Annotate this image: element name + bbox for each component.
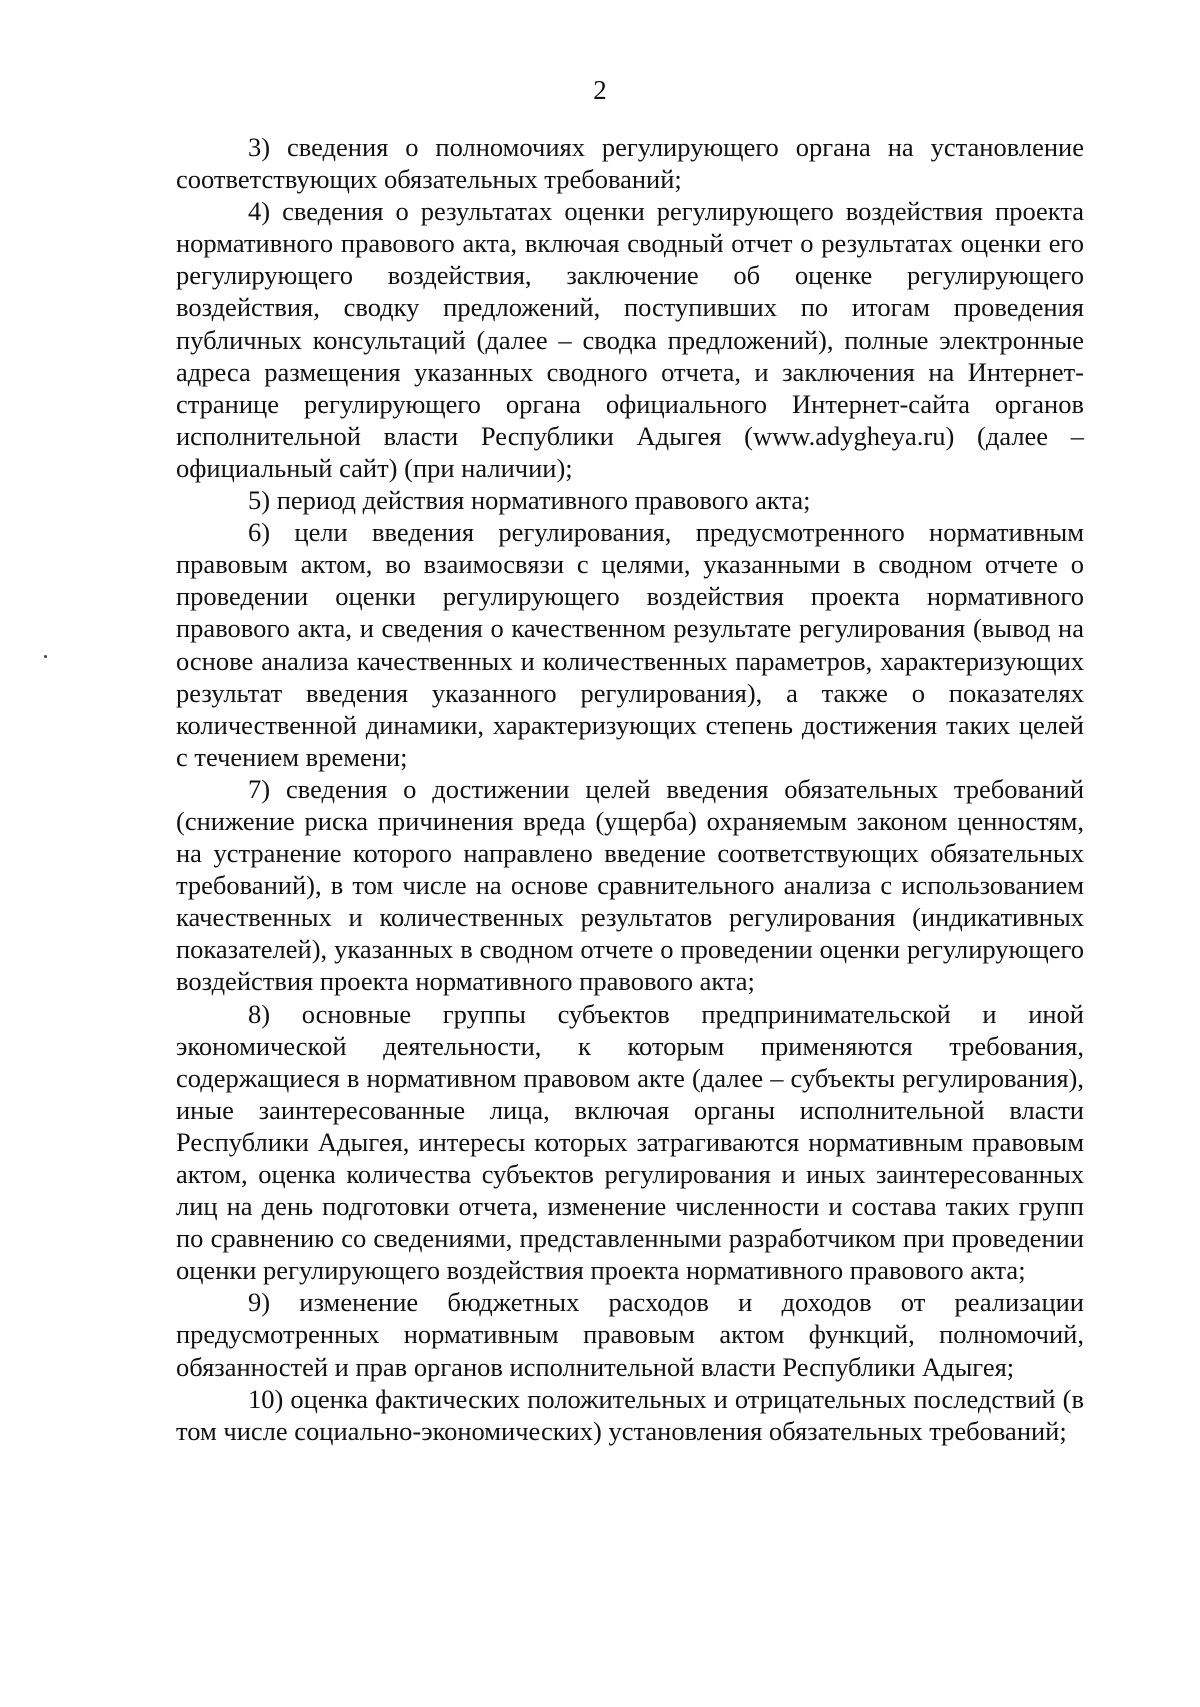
paragraph-item-7: 7) сведения о достижении целей введения обязательных требований (снижение риска причинения вреда (ущерба) охраняемым законом ценностям, на устранение которого направлено введение соответствующих обязательных требований), в том числе на основе сравнительного анализа с использованием качественных и количественных результатов регулирования (индикативных показателей), указанных в сводном отчете о проведении оценки регулирующего воздействия проекта нормативного правового акта;	[176, 773, 1084, 997]
paragraph-item-10: 10) оценка фактических положительных и отрицательных последствий (в том числе социально-экономических) установления обязательных требований;	[176, 1383, 1084, 1446]
scan-speck	[44, 655, 47, 658]
document-body	[176, 131, 1084, 1447]
paragraph-item-5: 5) период действия нормативного правового акта;	[248, 485, 811, 516]
page-number: 2	[593, 75, 607, 105]
paragraph-item-8: 8) основные группы субъектов предпринимательской и иной экономической деятельности, к которым применяются требования, содержащиеся в нормативном правовом акте (далее – субъекты регулирования), иные заинтересованные лица, включая органы исполнительной власти Республики Адыгея, интересы которых затрагиваются нормативным правовым актом, оценка количества субъектов регулирования и иных заинтересованных лиц на день подготовки отчета, изменение численности и состава таких групп по сравнению со сведениями, представленными разработчиком при проведении оценки регулирующего воздействия проекта нормативного правового акта;	[176, 998, 1084, 1286]
paragraph-item-6: 6) цели введения регулирования, предусмотренного нормативным правовым актом, во взаимосвязи с целями, указанными в сводном отчете о проведении оценки регулирующего воздействия проекта нормативного правового акта, и сведения о качественном результате регулирования (вывод на основе анализа качественных и количественных параметров, характеризующих результат введения указанного регулирования), а также о показателях количественной динамики, характеризующих степень достижения таких целей с течением времени;	[176, 517, 1084, 772]
paragraph-item-4: 4) сведения о результатах оценки регулирующего воздействия проекта нормативного правового акта, включая сводный отчет о результатах оценки его регулирующего воздействия, заключение об оценке регулирующего воздействия, сводку предложений, поступивших по итогам проведения публичных консультаций (далее – сводка предложений), полные электронные адреса размещения указанных сводного отчета, и заключения на Интернет-странице регулирующего органа официального Интернет-сайта органов исполнительной власти Республики Адыгея (www.adygheya.ru) (далее – официальный сайт) (при наличии);	[176, 196, 1084, 483]
paragraph-item-3: 3) сведения о полномочиях регулирующего органа на установление соответствующих обязательных требований;	[176, 132, 1084, 195]
paragraph-item-9: 9) изменение бюджетных расходов и доходов от реализации предусмотренных нормативным правовым актом функций, полномочий, обязанностей и прав органов исполнительной власти Республики Адыгея;	[176, 1287, 1084, 1382]
